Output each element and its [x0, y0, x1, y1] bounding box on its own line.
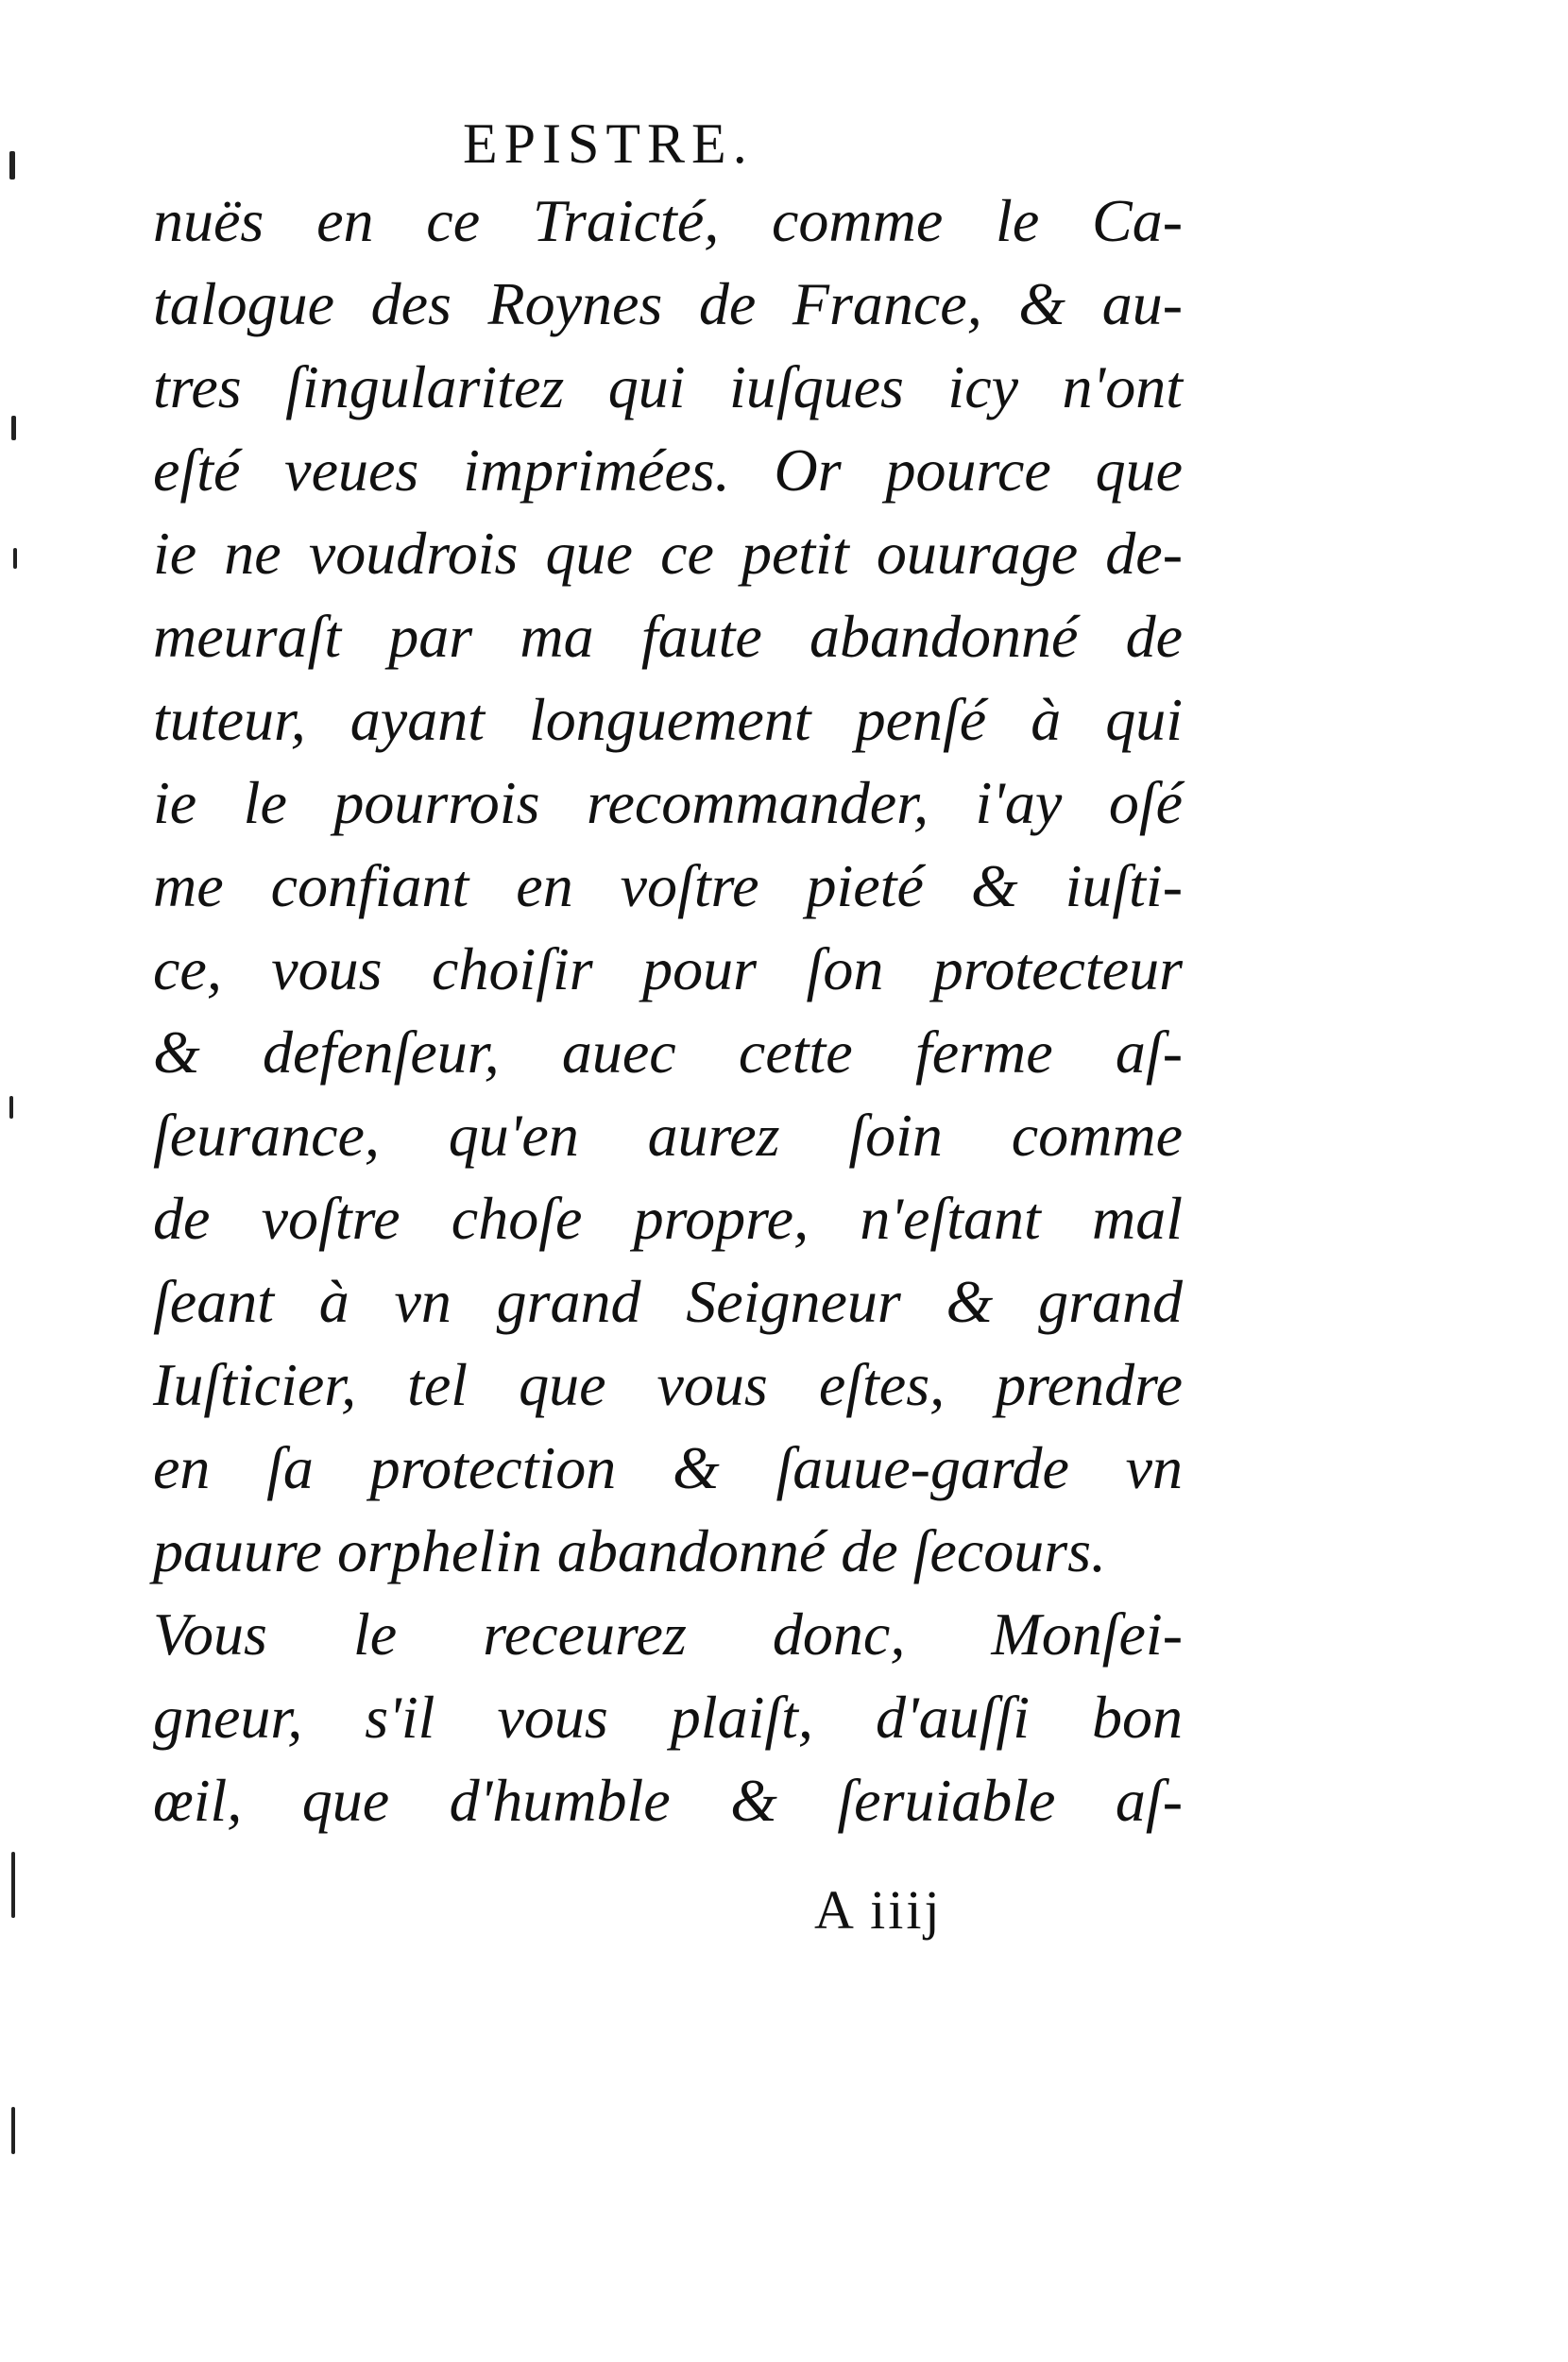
text-line: tres ſingularitez qui iuſques icy n'ont [153, 353, 1183, 420]
text-line: me confiant en voſtre pieté & iuſti- [153, 852, 1183, 919]
text-line: pauure orphelin abandonné de ſecours. [153, 1517, 1107, 1584]
text-line: nuës en ce Traicté, comme le Ca- [153, 187, 1183, 254]
text-line: ce, vous choiſir pour ſon protecteur [153, 935, 1183, 1002]
scan-speck [11, 1852, 15, 1918]
running-head: EPISTRE. [463, 112, 754, 175]
signature-mark: A iiij [814, 1879, 943, 1941]
body-text [153, 180, 1183, 1842]
scan-speck [9, 1096, 13, 1119]
text-line: de voſtre choſe propre, n'eſtant mal [153, 1185, 1183, 1252]
text-line: œil, que d'humble & ſeruiable aſ- [153, 1767, 1183, 1834]
text-line: & defenſeur, auec cette ferme aſ- [153, 1018, 1183, 1086]
scan-speck [11, 2107, 15, 2154]
text-line: ſeant à vn grand Seigneur & grand [153, 1268, 1183, 1335]
text-line: gneur, s'il vous plaiſt, d'auſſi bon [153, 1684, 1183, 1751]
text-line: en ſa protection & ſauue-garde vn [153, 1434, 1183, 1501]
text-line: eſté veues imprimées. Or pource que [153, 436, 1183, 504]
text-line: talogue des Roynes de France, & au- [153, 270, 1183, 337]
text-line: tuteur, ayant longuement penſé à qui [153, 686, 1183, 753]
text-line: Vous le receurez donc, Monſei- [153, 1600, 1183, 1668]
text-line: ie ne voudrois que ce petit ouurage de- [153, 520, 1183, 587]
text-line: ſeurance, qu'en aurez ſoin comme [153, 1102, 1183, 1169]
scan-speck [13, 548, 17, 569]
text-line: ie le pourrois recommander, i'ay oſé [153, 769, 1183, 836]
scan-speck [9, 151, 15, 180]
text-line: meuraſt par ma faute abandonné de [153, 603, 1183, 670]
text-line: Iuſticier, tel que vous eſtes, prendre [153, 1351, 1183, 1418]
scan-speck [11, 416, 16, 440]
